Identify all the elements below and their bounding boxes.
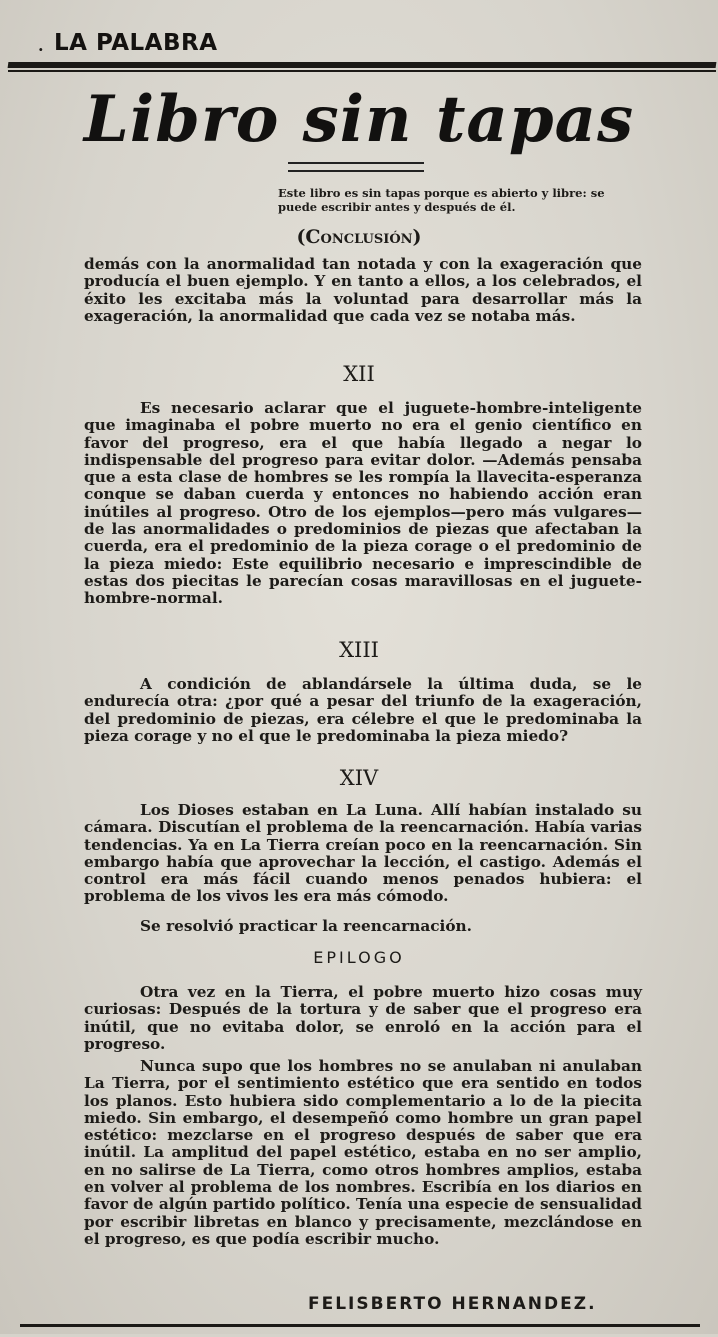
paragraph-epilogo-1: Otra vez en la Tierra, el pobre muerto hizo cosas muy curiosas: Después de la tortura y de saber que el progreso era inútil, que no evitaba dolor, se enroló en la acción para el progreso. <box>84 983 642 1053</box>
paragraph-xii: Es necesario aclarar que el juguete-hombre-inteligente que imaginaba el pobre muerto no era el genio científico en favor del progreso, era el que había llegado a negar lo indispensable del progreso para evitar dolor. —Además pensaba que a esta clase de hombres se les rompía la llavecita-esperanza conque se daban cuerda y entonces no habiendo acción eran inútiles al progreso. Otro de los ejemplos—pero más vulgares— de las anormalidades o predominios de piezas que afectaban la cuerda, era el predominio de la pieza corage o el predominio de la pieza miedo: Este equilibrio necesario e imprescindible de estas dos piecitas le parecían cosas maravillosas en el juguete-hombre-normal. <box>84 399 642 608</box>
section-heading-xiv: XIV <box>339 766 379 790</box>
masthead-rule <box>8 62 717 68</box>
masthead-dot: · <box>38 40 44 59</box>
bottom-rule <box>20 1324 700 1337</box>
section-heading-xiii: XIII <box>339 638 379 662</box>
paragraph-xiv: Los Dioses estaban en La Luna. Allí habían instalado su cámara. Discutían el problema de la reencarnación. Había varias tendencias. Ya en La Tierra creían poco en la reencarnación. Sin embargo había que aprovechar la lección, el castigo. Además el control era más fácil cuando menos penados hubiera: el problema de los vivos les era más cómodo. <box>84 801 642 906</box>
paragraph-epilogo-2: Nunca supo que los hombres no se anulaban ni anulaban La Tierra, por el sentimiento estético que era sentido en todos los planos. Esto hubiera sido complementario a lo de la piecita miedo. Sin embargo, el desempeñó como hombre un gran papel estético: mezclarse en el progreso después de saber que era inútil. La amplitud del papel estético, estaba en no ser amplio, en no salirse de La Tierra, como otros hombres amplios, estaba en volver al problema de los nombres. Escribía en los diarios en favor de algún partido político. Tenía una especie de sensualidad por escribir libretas en blanco y precisamente, mezclándose en el progreso, es que podía escribir mucho. <box>84 1057 642 1248</box>
author-signature: FELISBERTO HERNANDEZ. <box>308 1294 597 1314</box>
paragraph-intro: demás con la anormalidad tan notada y con la exageración que producía el buen ejemplo. Y en tanto a ellos, a los celebrados, el éxito les excitaba más la voluntad para desarrollar más la exageración, la anormalidad que cada vez se notaba más. <box>84 255 642 325</box>
conclusion-label: (Conclusión) <box>296 226 422 248</box>
masthead-rule-thin <box>8 70 716 72</box>
title-rule-top <box>288 162 424 164</box>
section-heading-xii: XII <box>343 362 375 386</box>
paragraph-xiv-resolution: Se resolvió practicar la reencarnación. <box>140 917 473 935</box>
paragraph-xiii: A condición de ablandársele la última duda, se le endurecía otra: ¿por qué a pesar del triunfo de la exageración, del predominio de piezas, era célebre el que le predominaba la pieza corage y no el que le predominaba la pieza miedo? <box>84 675 642 745</box>
masthead: LA PALABRA <box>54 30 218 56</box>
section-heading-epilogo: EPILOGO <box>313 948 405 967</box>
article-title: Libro sin tapas <box>83 82 635 157</box>
epigraph: Este libro es sin tapas porque es abierto y libre: se puede escribir antes y después de él. <box>278 186 605 214</box>
title-rule-bottom <box>288 170 424 172</box>
